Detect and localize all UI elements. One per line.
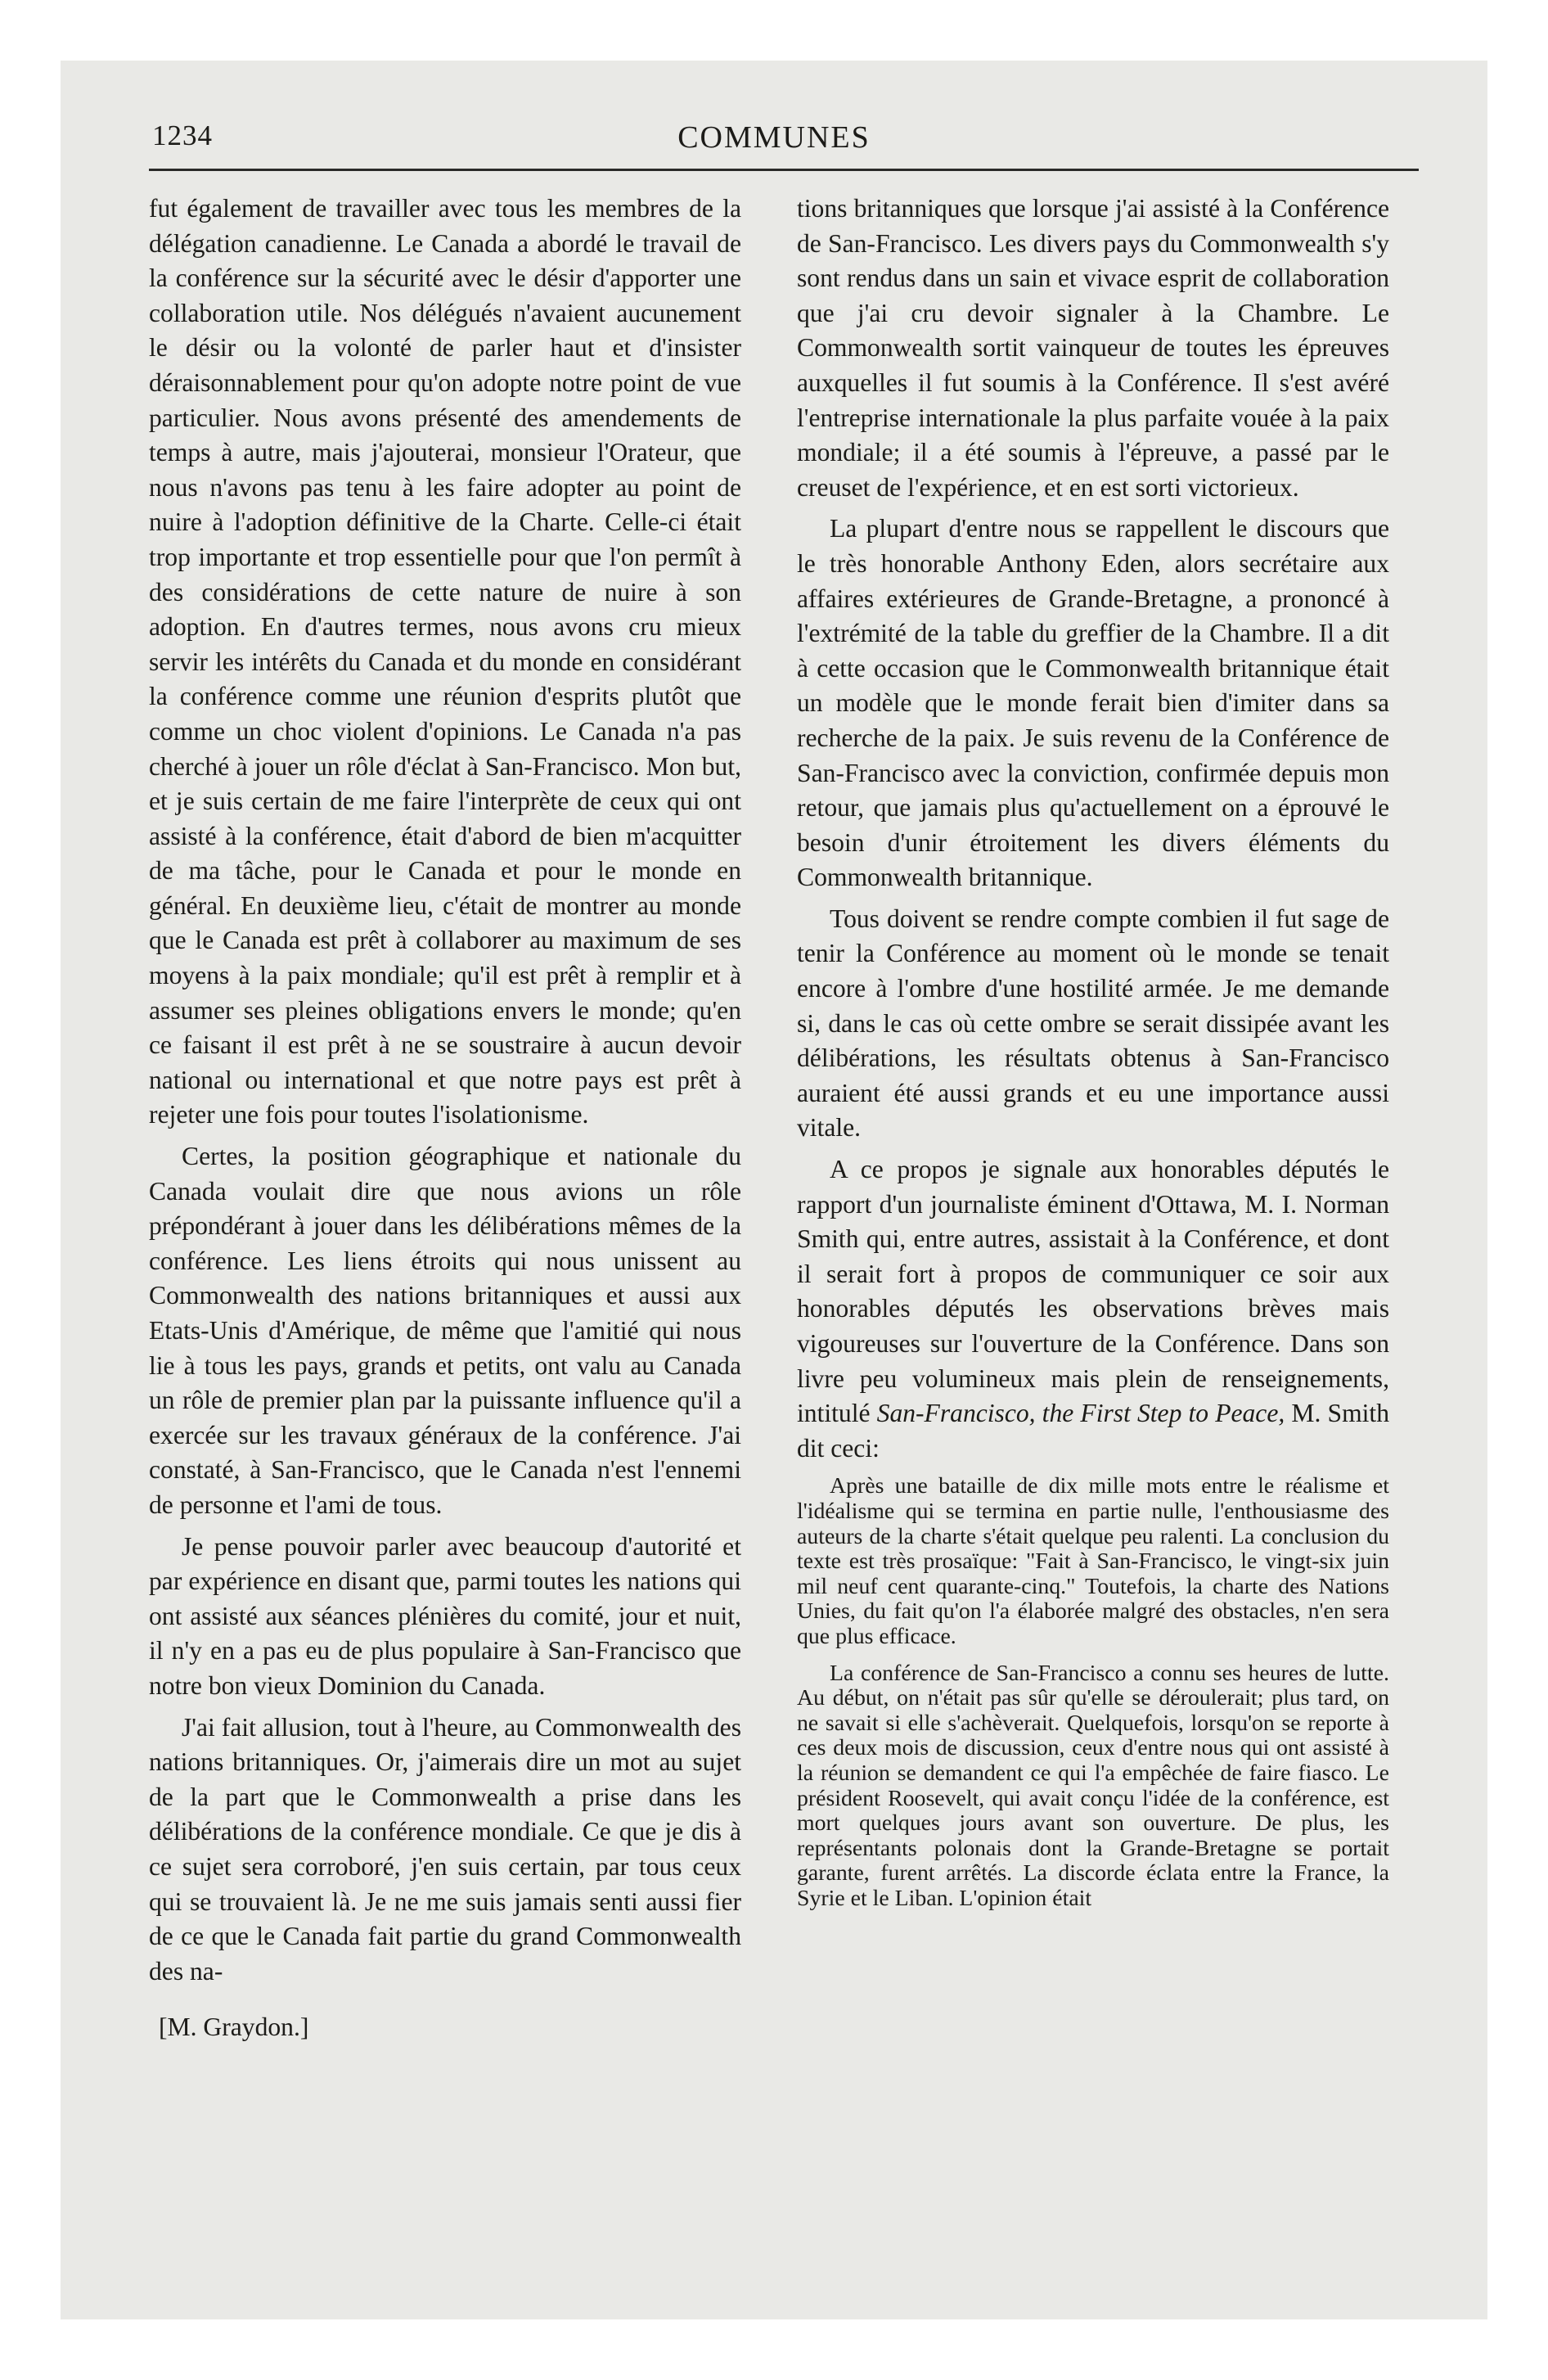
- paragraph: tions britanniques que lorsque j'ai assisté à la Conférence de San-Francisco. Les divers pays du Commonwealth s'y sont rendus dans un sain et vivace esprit de collaboration que j'ai cru devoir signaler à la Chambre. Le Commonwealth sortit vainqueur de toutes les épreuves auxquelles il fut soumis à la Conférence. Il s'est avéré l'entreprise internationale la plus parfaite vouée à la paix mondiale; il a été soumis à l'épreuve, a passé par le creuset de l'expérience, et en est sorti victorieux.: [797, 194, 1389, 502]
- page-number: 1234: [152, 119, 213, 151]
- paragraph: Je pense pouvoir parler avec beaucoup d'autorité et par expérience en disant que, parmi toutes les nations qui ont assisté aux séances plénières du comité, jour et nuit, il n'y en a pas eu de plus populaire à San-Francisco que notre bon vieux Dominion du Canada.: [149, 1531, 741, 1700]
- paragraph: [797, 1152, 1389, 1466]
- left-column: [149, 192, 741, 2045]
- paragraph-text: A ce propos je signale aux honorables députés le rapport d'un journaliste éminent d'Ottawa, M. I. Norman Smith qui, entre autres, assistait à la Conférence, et dont il serait fort à propos de communiquer ce soir aux honorables députés les observations brèves mais vigoureuses sur l'ouverture de la Conférence. Dans son livre peu volumineux mais plein de renseignements, intitulé: [797, 1155, 1389, 1428]
- paragraph: J'ai fait allusion, tout à l'heure, au Commonwealth des nations britanniques. Or, j'aimerais dire un mot au sujet de la part que le Commonwealth a prise dans les délibérations de la conférence mondiale. Ce que je dis à ce sujet sera corroboré, j'en suis certain, par tous ceux qui se trouvaient là. Je ne me suis jamais senti aussi fier de ce que le Canada fait partie du grand Commonwealth des na-: [149, 1712, 741, 1986]
- running-head: COMMUNES: [677, 120, 871, 155]
- paragraph: Tous doivent se rendre compte combien il fut sage de tenir la Conférence au moment où le monde se tenait encore à l'ombre d'une hostilité armée. Je me demande si, dans le cas où cette ombre se serait dissipée avant les délibérations, les résultats obtenus à San-Francisco auraient été aussi grands et eu une importance aussi vitale.: [797, 904, 1389, 1143]
- paragraph-text: M. Smith dit ceci:: [797, 1399, 1390, 1463]
- block-quote: La conférence de San-Francisco a connu ses heures de lutte. Au début, on n'était pas sûr qu'elle se déroulerait; plus tard, on ne savait si elle s'achèverait. Quelquefois, lorsqu'on se reporte à ces deux mois de discussion, ceux d'entre nous qui ont assisté à la réunion se demandent ce qui l'a empêchée de faire fiasco. Le président Roosevelt, qui avait conçu l'idée de la conférence, est mort quelques jours avant son ouverture. De plus, les représentants polonais dont la Grande-Bretagne se portait garante, furent arrêtés. La discorde éclata entre la France, la Syrie et le Liban. L'opinion était: [797, 1660, 1389, 1911]
- block-quote: Après une bataille de dix mille mots entre le réalisme et l'idéalisme qui se termina en partie nulle, l'enthousiasme des auteurs de la charte s'était quelque peu ralenti. La conclusion du texte est très prosaïque: "Fait à San-Francisco, le vingt-six juin mil neuf cent quarante-cinq." Toutefois, la charte des Nations Unies, du fait qu'on l'a élaborée malgré des obstacles, n'en sera que plus efficace.: [797, 1473, 1389, 1649]
- header-rule: [149, 169, 1419, 171]
- paragraph: Certes, la position géographique et nationale du Canada voulait dire que nous avions un rôle prépondérant à jouer dans les délibérations mêmes de la conférence. Les liens étroits qui nous unissent au Commonwealth des nations britanniques et aussi aux Etats-Unis d'Amérique, de même que l'amitié qui nous lie à tous les pays, grands et petits, ont valu au Canada un rôle de premier plan par la puissante influence qu'il a exercée sur les travaux généraux de la conférence. J'ai constaté, à San-Francisco, que le Canada n'est l'ennemi de personne et l'ami de tous.: [149, 1142, 741, 1519]
- speaker-attribution: [M. Graydon.]: [159, 2013, 309, 2042]
- paragraph: La plupart d'entre nous se rappellent le discours que le très honorable Anthony Eden, alors secrétaire aux affaires extérieures de Grande-Bretagne, a prononcé à l'extrémité de la table du greffier de la Chambre. Il a dit à cette occasion que le Commonwealth britannique était un modèle que le monde ferait bien d'imiter dans sa recherche de la paix. Je suis revenu de la Conférence de San-Francisco avec la conviction, confirmée depuis mon retour, que jamais plus qu'actuellement on a éprouvé le besoin d'unir étroitement les divers éléments du Commonwealth britannique.: [797, 514, 1389, 892]
- right-column: [797, 192, 1389, 1922]
- paragraph: fut également de travailler avec tous les membres de la délégation canadienne. Le Canada a abordé le travail de la conférence sur la sécurité avec le désir d'apporter une collaboration utile. Nos délégués n'avaient aucunement le désir ou la volonté de parler haut et d'insister déraisonnablement pour qu'on adopte notre point de vue particulier. Nous avons présenté des amendements de temps à autre, mais j'ajouterai, monsieur l'Orateur, que nous n'avons pas tenu à les faire adopter au point de nuire à l'adoption définitive de la Charte. Celle-ci était trop importante et trop essentielle pour que l'on permît à des considérations de cette nature de nuire à son adoption. En d'autres termes, nous avons cru mieux servir les intérêts du Canada et du monde en considérant la conférence comme une réunion d'esprits plutôt que comme un choc violent d'opinions. Le Canada n'a pas cherché à jouer un rôle d'éclat à San-Francisco. Mon but, et je suis certain de me faire l'interprète de ceux qui ont assisté à la conférence, était d'abord de bien m'acquitter de ma tâche, pour le Canada et pour le monde en général. En deuxième lieu, c'était de montrer au monde que le Canada est prêt à collaborer au maximum de ses moyens à la paix mondiale; qu'il est prêt à remplir et à assumer ses pleines obligations envers le monde; qu'en ce faisant il est prêt à ne se soustraire à aucun devoir national ou international et que notre pays est prêt à rejeter une fois pour toutes l'isolationisme.: [149, 194, 741, 1129]
- book-title: San-Francisco, the First Step to Peace,: [876, 1399, 1285, 1428]
